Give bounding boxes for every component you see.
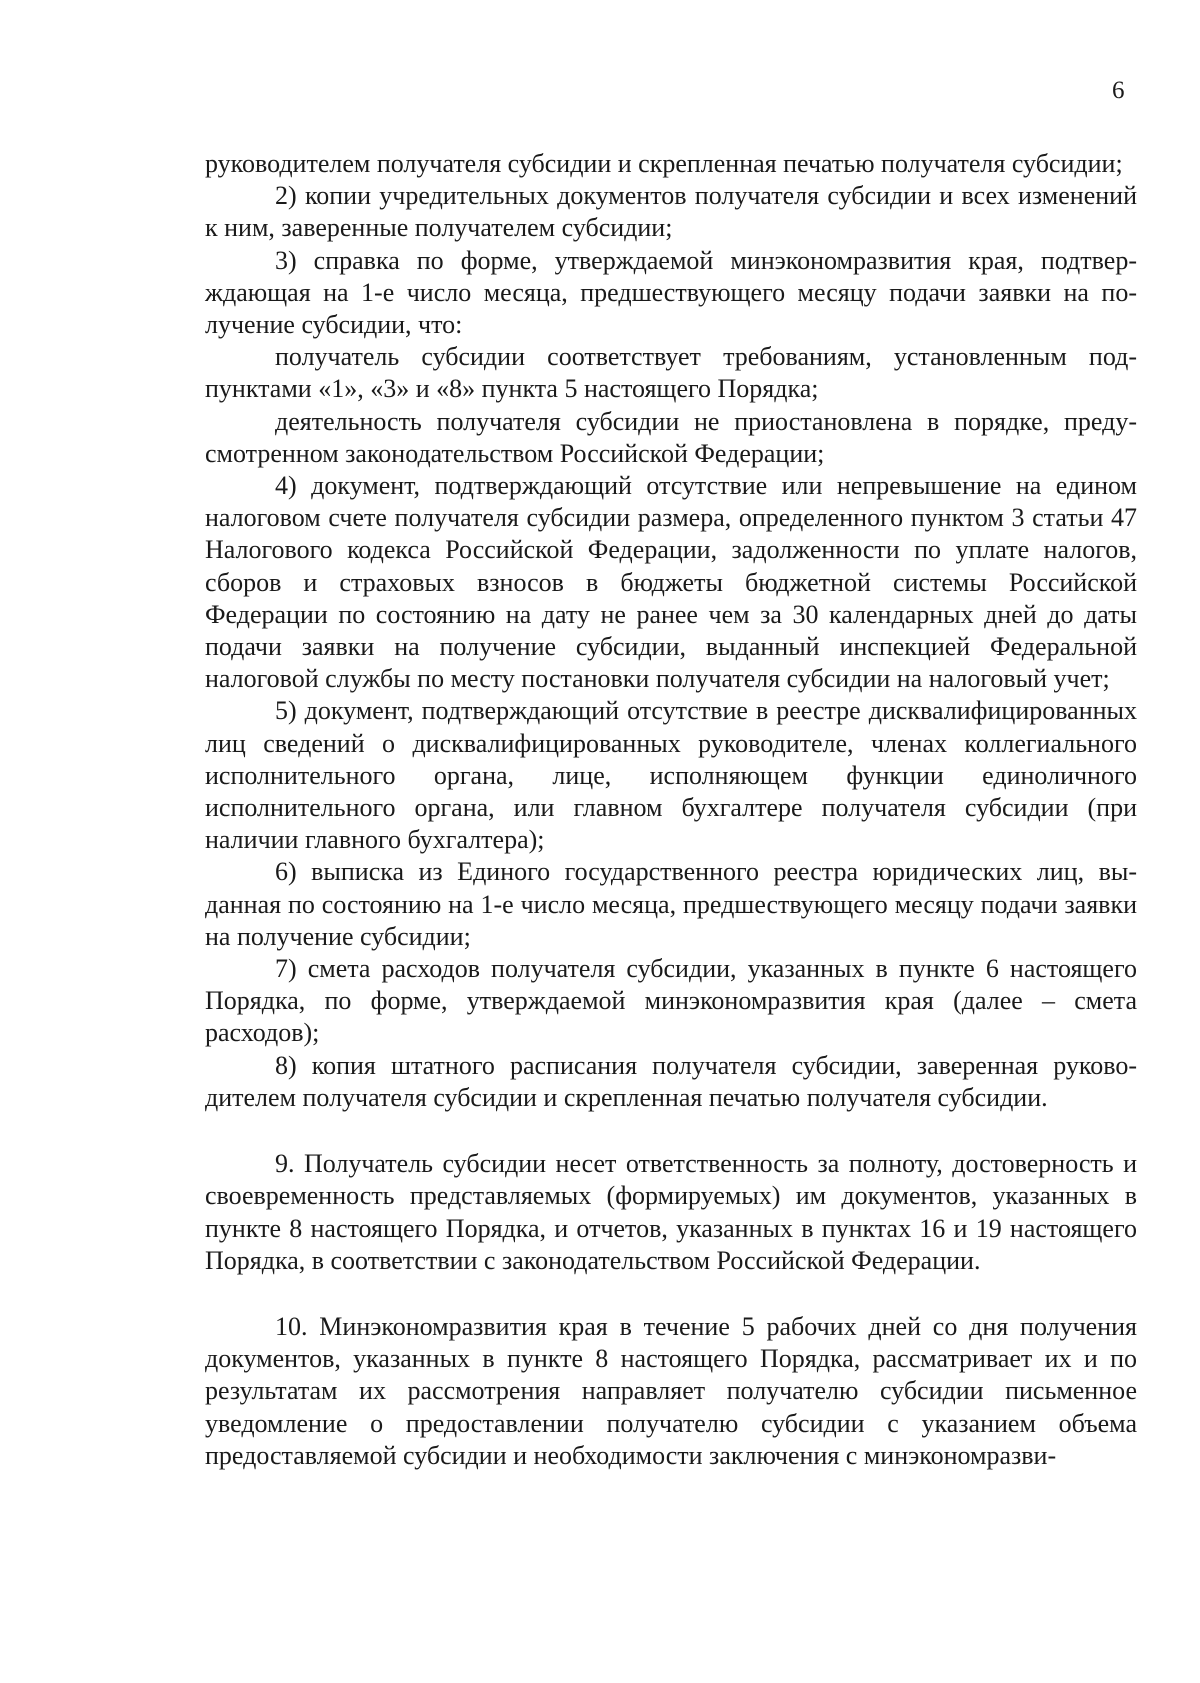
paragraph-section-10: 10. Минэкономразвития края в течение 5 рабочих дней со дня получения документов, указанных в пункте 8 настоящего Порядка, рассматривает их и по результатам их рассмотрения направляет получателю субсидии письменное уведомление о предоставлении получателю субсидии с указанием объема предоставляемой субсидии и необходимости заключения с минэкономразви- [205, 1311, 1137, 1470]
paragraph-continuation: руководителем получателя субсидии и скрепленная печатью получателя субсидии; [205, 149, 1123, 178]
paragraph-item-8: 8) копия штатного расписания получателя субсидии, заверенная руководителем получателя субсидии и скрепленная печатью получателя субсидии. [205, 1050, 1137, 1112]
paragraph-item-3-activity: деятельность получателя субсидии не приостановлена в порядке, предусмотренном законодательством Российской Федерации; [205, 406, 1137, 468]
paragraph-item-3: 3) справка по форме, утверждаемой минэкономразвития края, подтверждающая на 1-е число месяца, предшествующего месяцу подачи заявки на получение субсидии, что: [205, 245, 1137, 340]
paragraph-item-6: 6) выписка из Единого государственного реестра юридических лиц, выданная по состоянию на 1-е число месяца, предшествующего месяцу подачи заявки на получение субсидии; [205, 857, 1137, 951]
paragraph-item-5: 5) документ, подтверждающий отсутствие в реестре дисквалифицированных лиц сведений о дисквалифицированных руководителе, членах коллегиального исполнительного органа, лице, исполняющем функции единоличного исполнительного органа, или главном бухгалтере получателя субсидии (при наличии главного бухгалтера); [205, 696, 1137, 855]
page-number: 6 [1112, 77, 1125, 104]
document-body [205, 148, 1137, 1472]
paragraph-section-9: 9. Получатель субсидии несет ответственность за полноту, достоверность и своевременность представляемых (формируемых) им документов, указанных в пункте 8 настоящего Порядка, и отчетов, указанных в пунктах 16 и 19 настоящего Порядка, в соответствии с законодательством Российской Федерации. [205, 1149, 1137, 1275]
paragraph-item-2: 2) копии учредительных документов получателя субсидии и всех изменений к ним, заверенные получателем субсидии; [205, 181, 1137, 243]
paragraph-item-3-requirements: получатель субсидии соответствует требованиям, установленным подпунктами «1», «3» и «8» пункта 5 настоящего Порядка; [205, 342, 1137, 404]
paragraph-item-7: 7) смета расходов получателя субсидии, указанных в пункте 6 настоящего Порядка, по форме, утверждаемой минэкономразвития края (далее – смета расходов); [205, 954, 1137, 1048]
paragraph-item-4: 4) документ, подтверждающий отсутствие или непревышение на едином налоговом счете получателя субсидии размера, определенного пунктом 3 статьи 47 Налогового кодекса Российской Федерации, задолженности по уплате налогов, сборов и страховых взносов в бюджеты бюджетной системы Российской Федерации по состоянию на дату не ранее чем за 30 календарных дней до даты подачи заявки на получение субсидии, выданный инспекцией Федеральной налоговой службы по месту постановки получателя субсидии на налоговый учет; [205, 471, 1137, 694]
